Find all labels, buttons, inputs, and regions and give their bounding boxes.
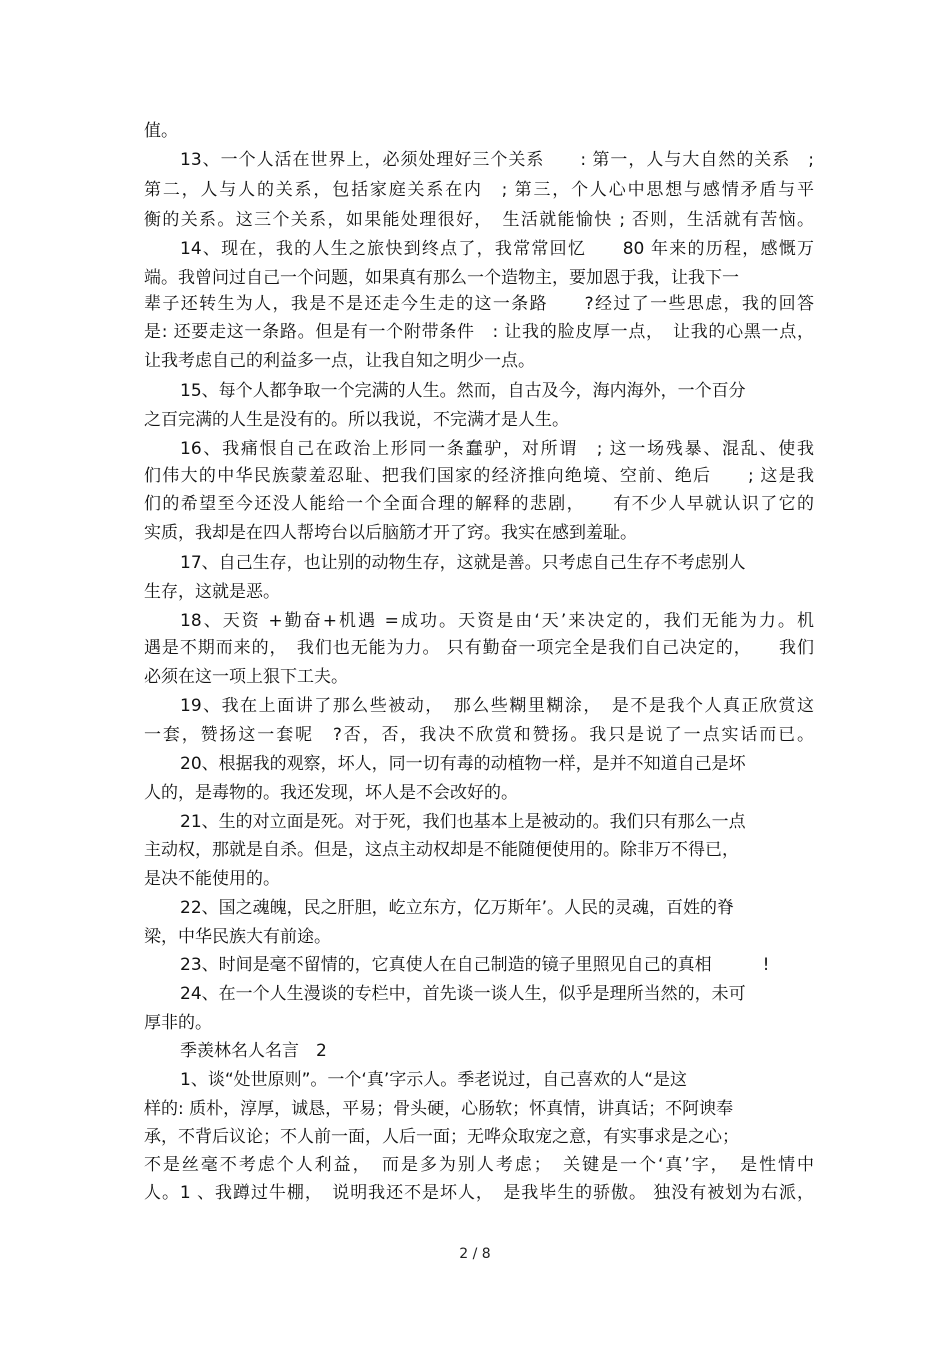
text-line: 19、我在上面讲了那么些被动， 那么些糊里糊涂， 是不是我个人真正欣赏这 [180,696,814,716]
text-line: 人。1 、我蹲过牛棚， 说明我还不是坏人， 是我毕生的骄傲。 独没有被划为右派， [144,1183,814,1203]
text-line: 必须在这一项上狠下工夫。 [144,667,348,687]
text-line: 们伟大的中华民族蒙羞忍耻、把我们国家的经济推向绝境、空前、绝后 ; 这是我 [144,466,814,486]
text-line: 18、天资 +勤奋+机遇 =成功。天资是由‘天’来决定的，我们无能为力。机 [180,611,814,631]
text-line: 值。 [144,121,178,141]
text-line: 厚非的。 [144,1013,212,1033]
text-line: 不是丝毫不考虑个人利益， 而是多为别人考虑； 关键是一个‘真’字， 是性情中 [144,1155,814,1175]
text-line: 16、我痛恨自己在政治上形同一条蠢驴，对所谓 ; 这一场残暴、混乱、使我 [180,439,814,459]
text-line: 21、生的对立面是死。对于死，我们也基本上是被动的。我们只有那么一点 [180,812,746,832]
text-line: 人的，是毒物的。我还发现，坏人是不会改好的。 [144,783,518,803]
text-line: 实质，我却是在四人帮垮台以后脑筋才开了窍。我实在感到羞耻。 [144,523,637,543]
text-line: 们的希望至今还没人能给一个全面合理的解释的悲剧， 有不少人早就认识了它的 [144,494,814,514]
text-line: 让我考虑自己的利益多一点，让我自知之明少一点。 [144,351,535,371]
text-line: 端。我曾问过自己一个问题，如果真有那么一个造物主，要加恩于我，让我下一 [144,268,739,288]
text-line: 承，不背后议论；不人前一面，人后一面；无哗众取宠之意，有实事求是之心； [144,1127,739,1147]
text-line: 17、自己生存，也让别的动物生存，这就是善。只考虑自己生存不考虑别人 [180,553,746,573]
text-line: 24、在一个人生漫谈的专栏中，首先谈一谈人生，似乎是理所当然的，未可 [180,984,746,1004]
text-line: 样的: 质朴，淳厚，诚恳，平易；骨头硬，心肠软；怀真情，讲真话；不阿谀奉 [144,1099,734,1119]
text-line: 梁，中华民族大有前途。 [144,927,331,947]
text-line: 23、时间是毫不留情的，它真使人在自己制造的镜子里照见自己的真相 ! [180,955,770,975]
text-line: 第二，人与人的关系，包括家庭关系在内 ; 第三，个人心中思想与感情矛盾与平 [144,180,814,200]
text-line: 一套，赞扬这一套呢 ?否，否，我决不欣赏和赞扬。我只是说了一点实话而已。 [144,725,814,745]
text-line: 13、一个人活在世界上，必须处理好三个关系 : 第一，人与大自然的关系 ; [180,150,814,170]
text-line: 15、每个人都争取一个完满的人生。然而，自古及今，海内海外，一个百分 [180,381,746,401]
text-line: 之百完满的人生是没有的。所以我说，不完满才是人生。 [144,410,569,430]
text-line: 辈子还转生为人，我是不是还走今生走的这一条路 ?经过了一些思虑，我的回答 [144,294,814,314]
text-line: 遇是不期而来的， 我们也无能为力。 只有勤奋一项完全是我们自己决定的， 我们 [144,638,814,658]
text-line: 1、谈“处世原则”。一个‘真’字示人。季老说过，自己喜欢的人“是这 [180,1070,688,1090]
section-heading: 季羡林名人名言 2 [180,1041,327,1061]
text-line: 20、根据我的观察，坏人，同一切有毒的动植物一样，是并不知道自己是坏 [180,754,746,774]
text-line: 主动权，那就是自杀。但是，这点主动权却是不能随便使用的。除非万不得已， [144,840,739,860]
text-line: 生存，这就是恶。 [144,582,280,602]
page-number: 2 / 8 [459,1246,491,1262]
text-line: 是决不能使用的。 [144,869,280,889]
text-line: 14、现在，我的人生之旅快到终点了，我常常回忆 80 年来的历程，感慨万 [180,239,814,259]
text-line: 22、国之魂魄，民之肝胆，屹立东方，亿万斯年’。人民的灵魂，百姓的脊 [180,898,735,918]
text-line: 衡的关系。这三个关系，如果能处理很好， 生活就能愉快 ; 否则，生活就有苦恼。 [144,210,814,230]
text-line: 是: 还要走这一条路。但是有一个附带条件 : 让我的脸皮厚一点， 让我的心黑一点， [144,322,814,342]
